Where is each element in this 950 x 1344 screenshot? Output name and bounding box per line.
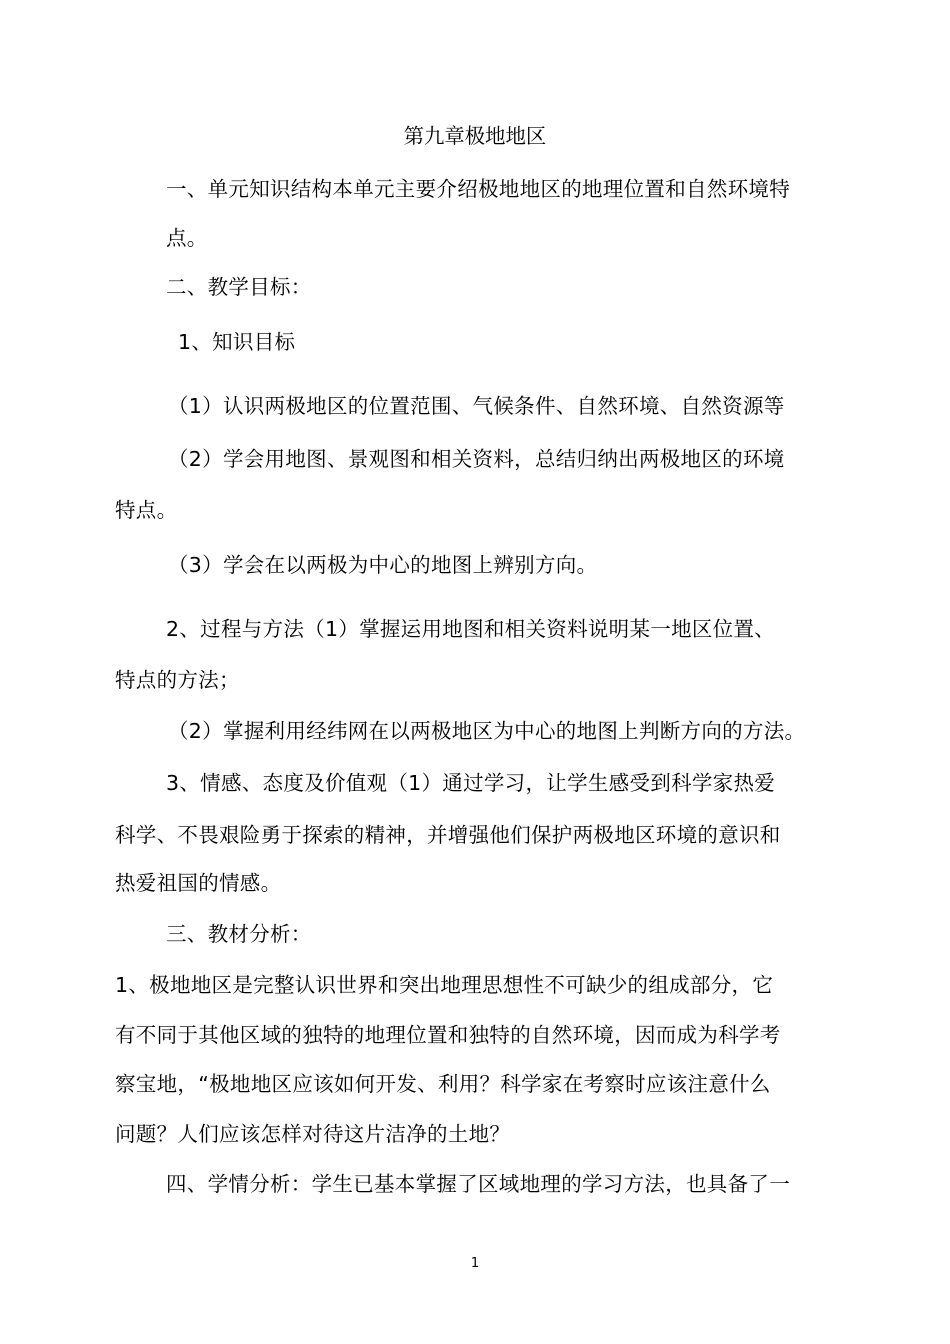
- page-number: 1: [470, 1256, 480, 1271]
- paragraph-line: 1、极地地区是完整认识世界和突出地理思想性不可缺少的组成部分，它: [115, 973, 774, 997]
- paragraph-line: 特点的方法；: [115, 668, 240, 692]
- paragraph-line: 一、单元知识结构本单元主要介绍极地地区的地理位置和自然环境特: [166, 177, 790, 201]
- paragraph-line: （1）认识两极地区的位置范围、气候条件、自然环境、自然资源等: [168, 394, 785, 418]
- section-heading: 三、教材分析：: [166, 922, 312, 946]
- paragraph-line: 热爱祖国的情感。: [115, 871, 282, 895]
- paragraph-line: 四、学情分析：学生已基本掌握了区域地理的学习方法，也具备了一: [166, 1172, 790, 1196]
- paragraph-line: （2）学会用地图、景观图和相关资料，总结归纳出两极地区的环境: [168, 447, 785, 471]
- page-title: 第九章极地地区: [403, 124, 547, 148]
- paragraph-line: 2、过程与方法（1）掌握运用地图和相关资料说明某一地区位置、: [166, 617, 776, 641]
- paragraph-line: 3、情感、态度及价值观（1）通过学习，让学生感受到科学家热爱: [166, 771, 776, 795]
- paragraph-line: （2）掌握利用经纬网在以两极地区为中心的地图上判断方向的方法。: [168, 719, 806, 743]
- paragraph-line: 问题？人们应该怎样对待这片洁净的土地？: [115, 1122, 511, 1146]
- paragraph-line: 特点。: [115, 498, 178, 522]
- paragraph-line: 科学、不畏艰险勇于探索的精神，并增强他们保护两极地区环境的意识和: [115, 823, 781, 847]
- paragraph-line: 有不同于其他区域的独特的地理位置和独特的自然环境，因而成为科学考: [115, 1023, 781, 1047]
- paragraph-line: 点。: [166, 226, 208, 250]
- paragraph-line: 察宝地，“极地地区应该如何开发、利用？科学家在考察时应该注意什么: [115, 1072, 771, 1096]
- paragraph-line: （3）学会在以两极为中心的地图上辨别方向。: [168, 553, 598, 577]
- subsection-heading: 1、知识目标: [178, 330, 296, 354]
- section-heading: 二、教学目标：: [166, 275, 312, 299]
